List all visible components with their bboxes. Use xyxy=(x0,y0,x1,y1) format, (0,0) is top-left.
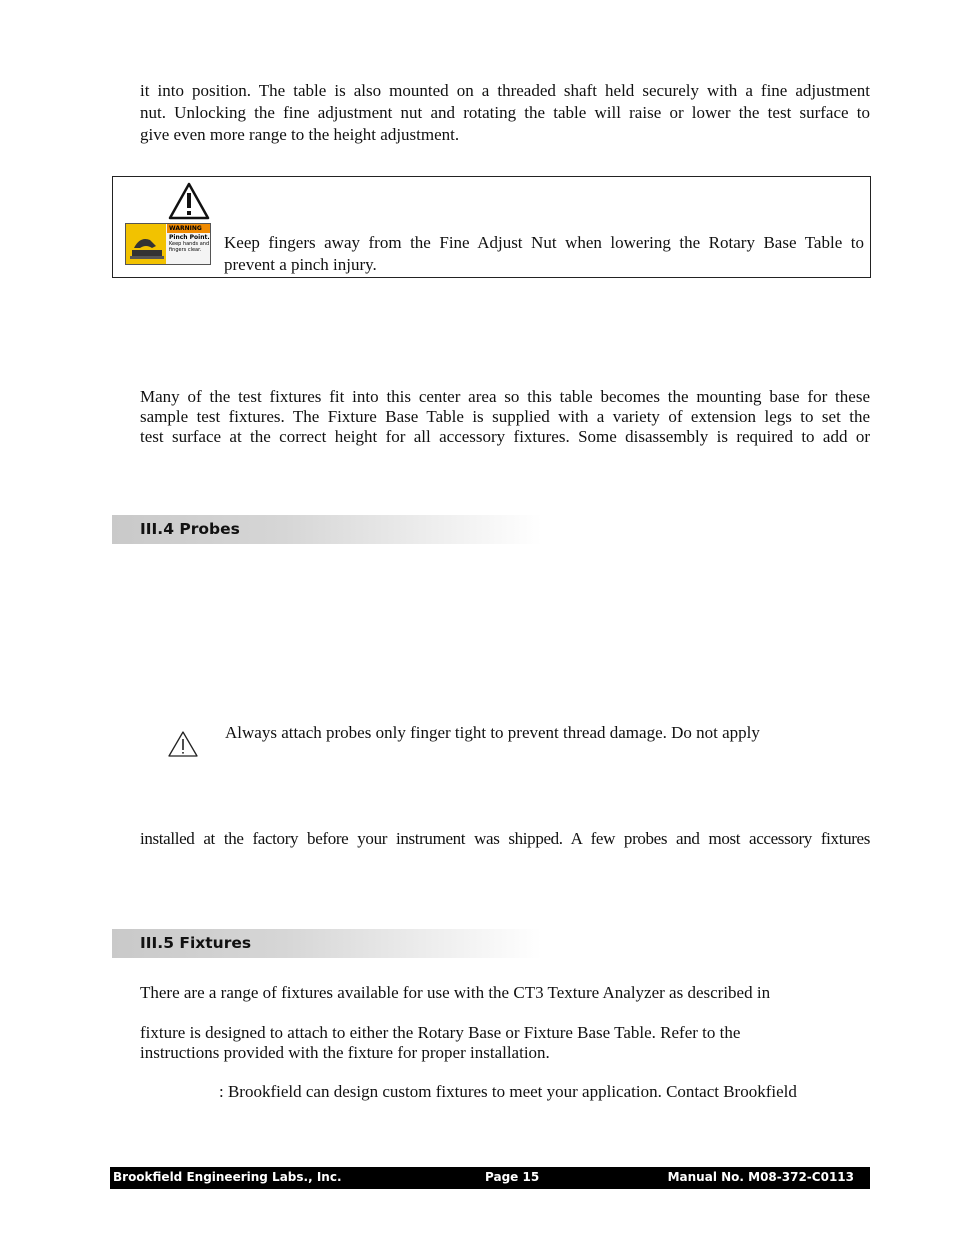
caution-triangle-icon xyxy=(167,730,199,758)
probe-caution-text: Always attach probes only finger tight to prevent thread damage. Do not apply xyxy=(225,723,760,742)
pinch-point-label-icon xyxy=(125,223,211,265)
fixture-base-line-3: test surface at the correct height for all accessory fixtures. Some disassembly is required to add or xyxy=(140,427,870,446)
intro-line-3: give even more range to the height adjustment. xyxy=(140,125,460,144)
pinch-warning-line-1: Keep fingers away from the Fine Adjust Nut when lowering the Rotary Base Table to xyxy=(224,233,864,252)
footer-company: Brookfield Engineering Labs., Inc. xyxy=(113,1170,342,1184)
pinch-label-text: Keep hands and fingers clear. xyxy=(169,241,210,253)
intro-paragraph xyxy=(140,80,870,146)
probes-installed-line: installed at the factory before your instrument was shipped. A few probes and most accessory fixtures xyxy=(140,829,870,848)
fixtures-paragraph-2 xyxy=(140,1023,870,1063)
fixtures-line-1: There are a range of fixtures available for use with the CT3 Texture Analyzer as described in xyxy=(140,983,771,1002)
fixture-base-line-1: Many of the test fixtures fit into this center area so this table becomes the mounting base for these xyxy=(140,387,870,406)
probes-installed-text xyxy=(140,828,870,850)
intro-line-2: nut. Unlocking the fine adjustment nut and rotating the table will raise or lower the test surface to xyxy=(140,103,870,122)
section-heading-fixtures xyxy=(112,929,542,958)
fixtures-line-3: instructions provided with the fixture for proper installation. xyxy=(140,1043,550,1062)
pinch-label-banner: WARNING xyxy=(167,224,211,233)
pinch-warning-text xyxy=(224,232,864,276)
fixture-base-line-2: sample test fixtures. The Fixture Base Table is supplied with a variety of extension legs to set the xyxy=(140,407,870,426)
page-footer xyxy=(110,1167,870,1189)
footer-manual-number: Manual No. M08-372-C0113 xyxy=(667,1170,854,1184)
footer-page-number: Page 15 xyxy=(485,1170,540,1184)
fixtures-line-2: fixture is designed to attach to either the Rotary Base or Fixture Base Table. Refer to the xyxy=(140,1023,741,1042)
fixture-base-paragraph xyxy=(140,387,870,447)
section-heading-probes xyxy=(112,515,542,544)
pinch-warning-box xyxy=(112,176,871,278)
warning-triangle-icon xyxy=(168,182,210,220)
pinch-label-title: Pinch Point. xyxy=(169,234,210,241)
fixtures-custom-note: : Brookfield can design custom fixtures to meet your application. Contact Brookfield xyxy=(219,1082,797,1101)
pinch-warning-line-2: prevent a pinch injury. xyxy=(224,255,377,274)
section-title-fixtures: III.5 Fixtures xyxy=(140,934,252,952)
section-title-probes: III.4 Probes xyxy=(140,520,240,538)
intro-line-1: it into position. The table is also mounted on a threaded shaft held securely with a fine adjustment xyxy=(140,81,870,100)
pinch-label-body xyxy=(169,235,211,253)
pinch-hand-pictogram xyxy=(126,224,166,264)
